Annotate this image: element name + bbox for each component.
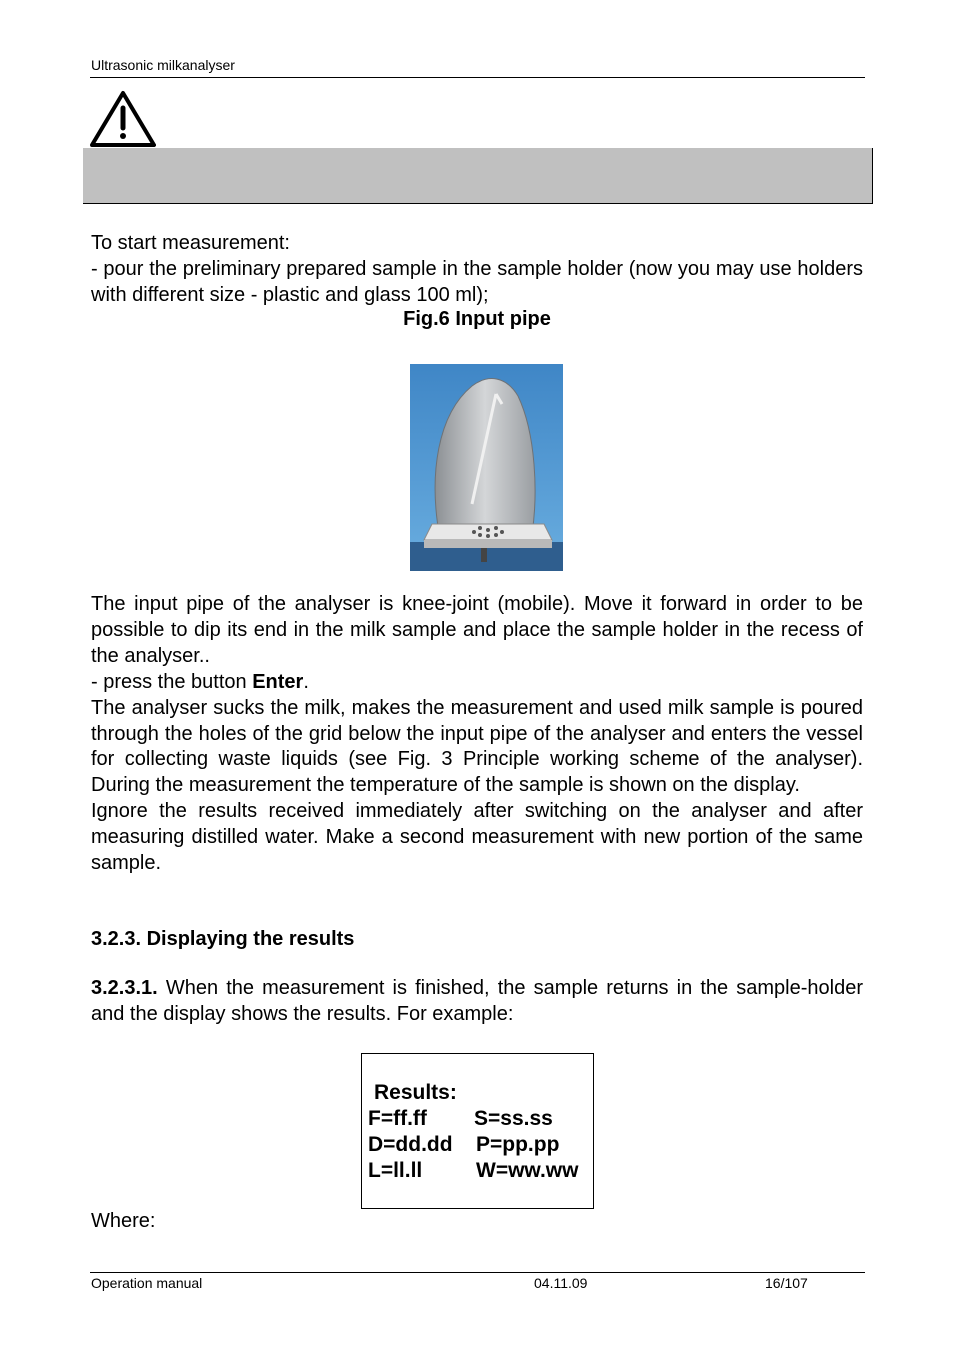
display-l: L=ll.ll <box>368 1159 423 1182</box>
section-heading: 3.2.3. Displaying the results <box>91 928 355 950</box>
warning-triangle-icon <box>90 90 156 148</box>
enter-button-label: Enter <box>252 670 304 693</box>
footer-rule <box>90 1272 865 1273</box>
header-rule <box>90 77 865 78</box>
figure-caption: Fig.6 Input pipe <box>403 308 551 330</box>
header-title: Ultrasonic milkanalyser <box>91 57 235 73</box>
footer-page-number: 16/107 <box>765 1275 808 1291</box>
display-w: W=ww.ww <box>476 1159 579 1182</box>
footer-date: 04.11.09 <box>534 1275 588 1291</box>
display-s: S=ss.ss <box>474 1107 553 1130</box>
display-f: F=ff.ff <box>368 1107 427 1130</box>
results-display <box>361 1053 594 1209</box>
intro <box>91 231 863 309</box>
subsection-text <box>91 976 863 1028</box>
paragraph-input-pipe: The input pipe of the analyser is knee-joint (mobile). Move it forward in order to be possible to dip its end in the milk sample and place the sample holder in the recess of the analyser.. <box>91 593 863 667</box>
warning-bar <box>83 148 873 204</box>
paragraph-ignore: Ignore the results received immediately after switching on the analyser and after measuring distilled water. Make a second measurement with new portion of the same sample. <box>91 800 863 875</box>
input-pipe-photo <box>410 364 563 571</box>
intro-line: To start measurement: <box>91 232 290 254</box>
where-label: Where: <box>91 1210 156 1232</box>
subsection-number: 3.2.3.1. <box>91 977 158 999</box>
display-p: P=pp.pp <box>476 1133 560 1156</box>
subsection-body: When the measurement is finished, the sample returns in the sample-holder and the display shows the results. For example: <box>91 977 863 1025</box>
display-d: D=dd.dd <box>368 1133 453 1156</box>
main-text <box>91 592 863 877</box>
display-title: Results: <box>374 1081 457 1104</box>
paragraph-press-enter: - press the button Enter. <box>91 670 309 693</box>
footer-manual: Operation manual <box>91 1275 203 1291</box>
intro-instruction: - pour the preliminary prepared sample in the sample holder (now you may use holders with different size - plastic and glass 100 ml); <box>91 257 863 306</box>
paragraph-measurement: The analyser sucks the milk, makes the measurement and used milk sample is poured through the holes of the grid below the input pipe of the analyser and enters the vessel for collecting waste liquids (see Fig. 3 Principle working scheme of the analyser). During the measurement the temperature of the sample is shown on the display. <box>91 696 863 797</box>
